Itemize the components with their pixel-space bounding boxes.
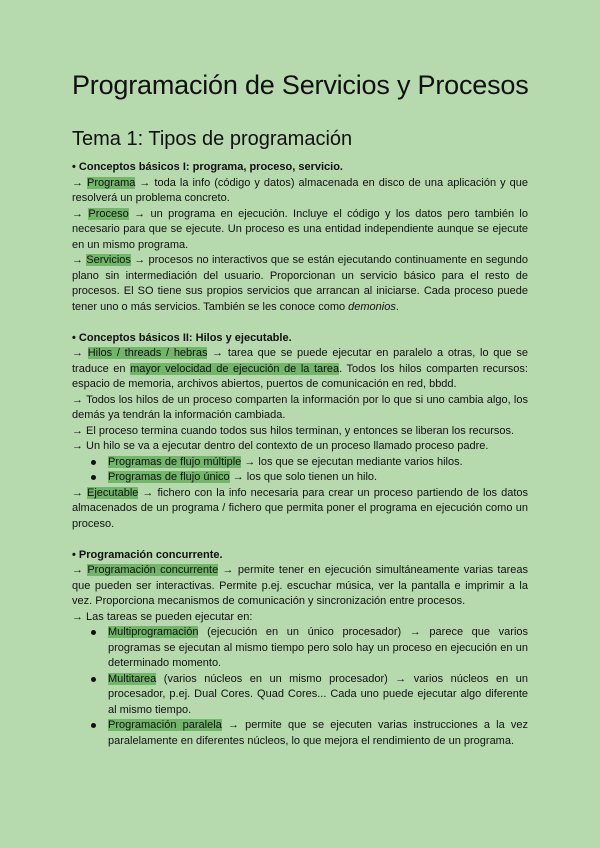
highlight-flujo-unico: Programas de flujo único (108, 471, 230, 483)
text-concurrente: → permite tener en ejecución simultáneamente varias tareas que pueden ser interactivas. Permite p.ej. escuchar música, ver la pantalla e imprimir a la vez. Proporciona mecanismos de comunicación y sincronización entre procesos. (72, 564, 528, 607)
text-servicios-end: . (395, 300, 399, 313)
highlight-hilos: Hilos / threads / hebras (87, 347, 208, 359)
document-title: Programación de Servicios y Procesos (72, 70, 529, 100)
text-hilos-2: . Todos los hilos comparten recursos: espacio de memoria, archivos abiertos, puertos de comunicación en red, bbdd. (72, 362, 528, 390)
paragraph-proceso: → Proceso → un programa en ejecución. Incluye el código y los datos pero también lo necesario para que se ejecute. Un proceso es una entidad independiente aunque se ejecute en un mismo programa. (72, 207, 528, 251)
list-item-text: → los que se ejecutan mediante varios hilos. (241, 455, 463, 468)
list-item-text: (varios núcleos en un mismo procesador) → varios núcleos en un procesador, p.ej. Dual Cores. Quad Cores... Cada uno puede ejecutar algo diferente al mismo tiempo. (108, 672, 528, 716)
list-item (108, 718, 528, 749)
text-hilos: → tarea que se puede ejecutar en paralelo a otras, lo que se traduce en (72, 347, 528, 375)
list-item (108, 625, 528, 672)
highlight-proceso: Proceso (88, 207, 129, 220)
highlight-flujo-multiple: Programas de flujo múltiple (108, 455, 242, 468)
list-tareas (72, 625, 528, 749)
highlight-multitarea: Multitarea (108, 672, 157, 685)
paragraph-servicios: → Servicios → procesos no interactivos que se están ejecutando continuamente en segundo plano sin intermediación del usuario. Proporcionan un servicio básico para el resto de procesos. El SO tiene sus propios servicios que arrancan al iniciarse. Cada proceso puede tener uno o más servicios. También se les conoce como demonios. (72, 254, 528, 313)
list-item (108, 470, 528, 486)
highlight-programa: Programa (87, 176, 136, 189)
list-item (108, 455, 528, 471)
section-title: Tema 1: Tipos de programación (72, 128, 353, 150)
list-item-text: → los que solo tienen un hilo. (229, 471, 378, 483)
highlight-paralela: Programación paralela (108, 719, 222, 731)
list-item (108, 672, 528, 719)
highlight-servicios: Servicios (86, 254, 131, 266)
text-servicios: → procesos no interactivos que se están ejecutando continuamente en segundo plano sin intermediación del usuario. Proporcionan un servicio básico para el resto de procesos. El SO tiene sus propios servicios que arrancan al iniciarse. Cada proceso puede tener uno o más servicios. También se les conoce como (72, 254, 528, 313)
paragraph-ejecutable: → Ejecutable → fichero con la info necesaria para crear un proceso partiendo de los datos almacenados de un programa / fichero que permita poner el programa en ejecución como un proceso. (72, 486, 528, 530)
paragraph-programa: → Programa → toda la info (código y datos) almacenada en disco de una aplicación y que resolverá un problema concreto. (72, 176, 528, 204)
document-body (72, 160, 528, 749)
text-proceso: → un programa en ejecución. Incluye el código y los datos pero también lo necesario para que se ejecute. Un proceso es una entidad independiente aunque se ejecute en un mismo programa. (72, 207, 528, 251)
list-item-text: (ejecución en un único procesador) → parece que varios programas se ejecutan al mismo tiempo pero solo hay un proceso en ejecución en un determinado momento. (108, 626, 528, 669)
section-heading-3: • Programación concurrente. (72, 548, 223, 561)
text-demonios: demonios (348, 300, 396, 313)
highlight-multiprogramacion: Multiprogramación (108, 626, 199, 638)
highlight-velocidad: mayor velocidad de ejecución de la tarea (130, 362, 340, 375)
section-heading-2: • Conceptos básicos II: Hilos y ejecutable. (72, 331, 292, 344)
list-item-text: → permite que se ejecuten varias instrucciones a la vez paralelamente en diferentes núcleos, lo que mejora el rendimiento de un programa. (108, 719, 528, 747)
text-programa: → toda la info (código y datos) almacenada en disco de una aplicación y que resolverá un problema concreto. (72, 176, 528, 204)
list-flujo (72, 455, 528, 486)
section-heading-1: • Conceptos básicos I: programa, proceso, servicio. (72, 161, 343, 173)
paragraph-proceso-padre: → Un hilo se va a ejecutar dentro del contexto de un proceso llamado proceso padre. (72, 440, 489, 452)
paragraph-hilos-comparten: → Todos los hilos de un proceso comparten la información por lo que si uno cambia algo, los demás ya tendrán la información cambiada. (72, 393, 528, 421)
paragraph-hilos: → Hilos / threads / hebras → tarea que se puede ejecutar en paralelo a otras, lo que se traduce en mayor velocidad de ejecución de la tarea. Todos los hilos comparten recursos: espacio de memoria, archivos abiertos, puertos de comunicación en red, bbdd. (72, 347, 528, 390)
paragraph-concurrente: → Programación concurrente → permite tener en ejecución simultáneamente varias tareas que pueden ser interactivas. Permite p.ej. escuchar música, ver la pantalla e imprimir a la vez. Proporciona mecanismos de comunicación y sincronización entre procesos. (72, 564, 528, 607)
text-ejecutable: → fichero con la info necesaria para crear un proceso partiendo de los datos almacenados de un programa / fichero que permita poner el programa en ejecución como un proceso. (72, 486, 528, 530)
paragraph-proceso-termina: → El proceso termina cuando todos sus hilos terminan, y entonces se liberan los recursos. (72, 424, 515, 437)
highlight-ejecutable: Ejecutable (87, 486, 139, 499)
highlight-concurrente: Programación concurrente (87, 564, 219, 576)
paragraph-tareas: → Las tareas se pueden ejecutar en: (72, 610, 253, 623)
